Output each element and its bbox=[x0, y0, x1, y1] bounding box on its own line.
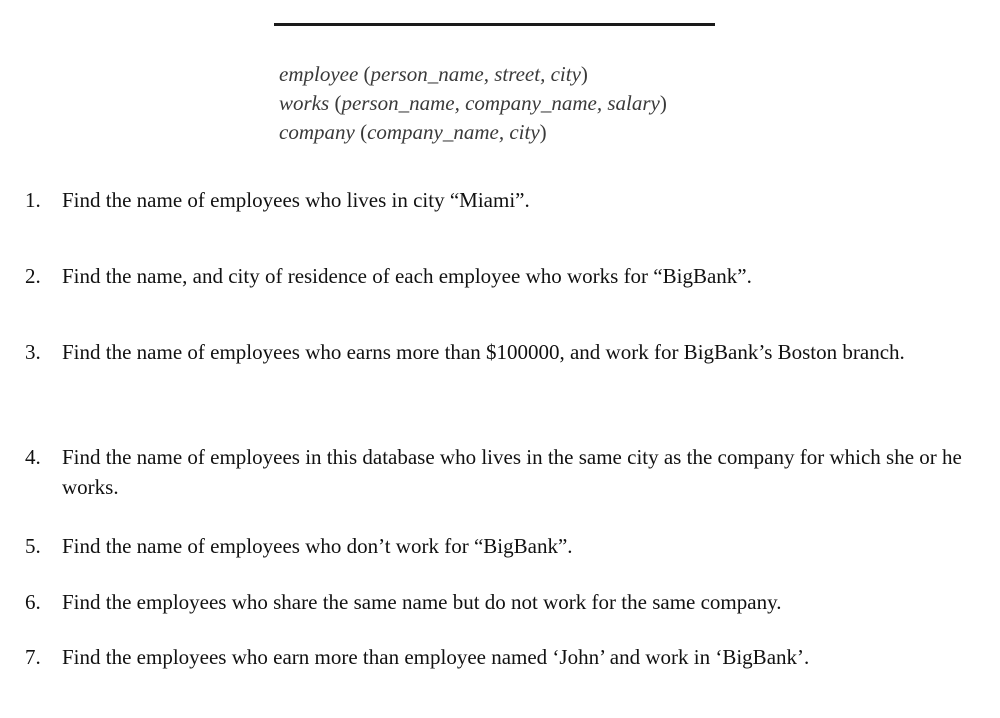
schema-employee: employee (person_name, street, city) bbox=[279, 62, 588, 86]
question-number: 4. bbox=[25, 445, 41, 469]
question-2 bbox=[25, 261, 975, 291]
question-6 bbox=[25, 587, 975, 617]
relation-name: employee bbox=[279, 62, 359, 86]
question-3 bbox=[25, 337, 975, 367]
schema-company: company (company_name, city) bbox=[279, 120, 547, 144]
question-1 bbox=[25, 185, 975, 215]
relation-attributes: person_name, company_name, salary bbox=[341, 91, 660, 115]
question-text: Find the name, and city of residence of each employee who works for “BigBank”. bbox=[62, 264, 752, 288]
question-text: Find the name of employees in this database who lives in the same city as the company for which she or he works. bbox=[62, 445, 962, 499]
question-number: 7. bbox=[25, 645, 41, 669]
question-text: Find the employees who share the same name but do not work for the same company. bbox=[62, 590, 782, 614]
question-number: 1. bbox=[25, 188, 41, 212]
relational-schema bbox=[279, 60, 667, 147]
question-text: Find the name of employees who lives in city “Miami”. bbox=[62, 188, 530, 212]
question-text: Find the employees who earn more than employee named ‘John’ and work in ‘BigBank’. bbox=[62, 645, 810, 669]
schema-works: works (person_name, company_name, salary) bbox=[279, 91, 667, 115]
question-5 bbox=[25, 531, 975, 561]
relation-attributes: company_name, city bbox=[367, 120, 540, 144]
question-text: Find the name of employees who don’t work for “BigBank”. bbox=[62, 534, 573, 558]
question-number: 6. bbox=[25, 590, 41, 614]
top-horizontal-rule bbox=[274, 23, 715, 26]
relation-name: company bbox=[279, 120, 355, 144]
question-4 bbox=[25, 442, 975, 502]
question-text: Find the name of employees who earns more than $100000, and work for BigBank’s Boston branch. bbox=[62, 340, 905, 364]
relation-name: works bbox=[279, 91, 330, 115]
question-number: 5. bbox=[25, 534, 41, 558]
question-number: 3. bbox=[25, 340, 41, 364]
relation-attributes: person_name, street, city bbox=[370, 62, 581, 86]
question-number: 2. bbox=[25, 264, 41, 288]
question-7 bbox=[25, 642, 975, 672]
